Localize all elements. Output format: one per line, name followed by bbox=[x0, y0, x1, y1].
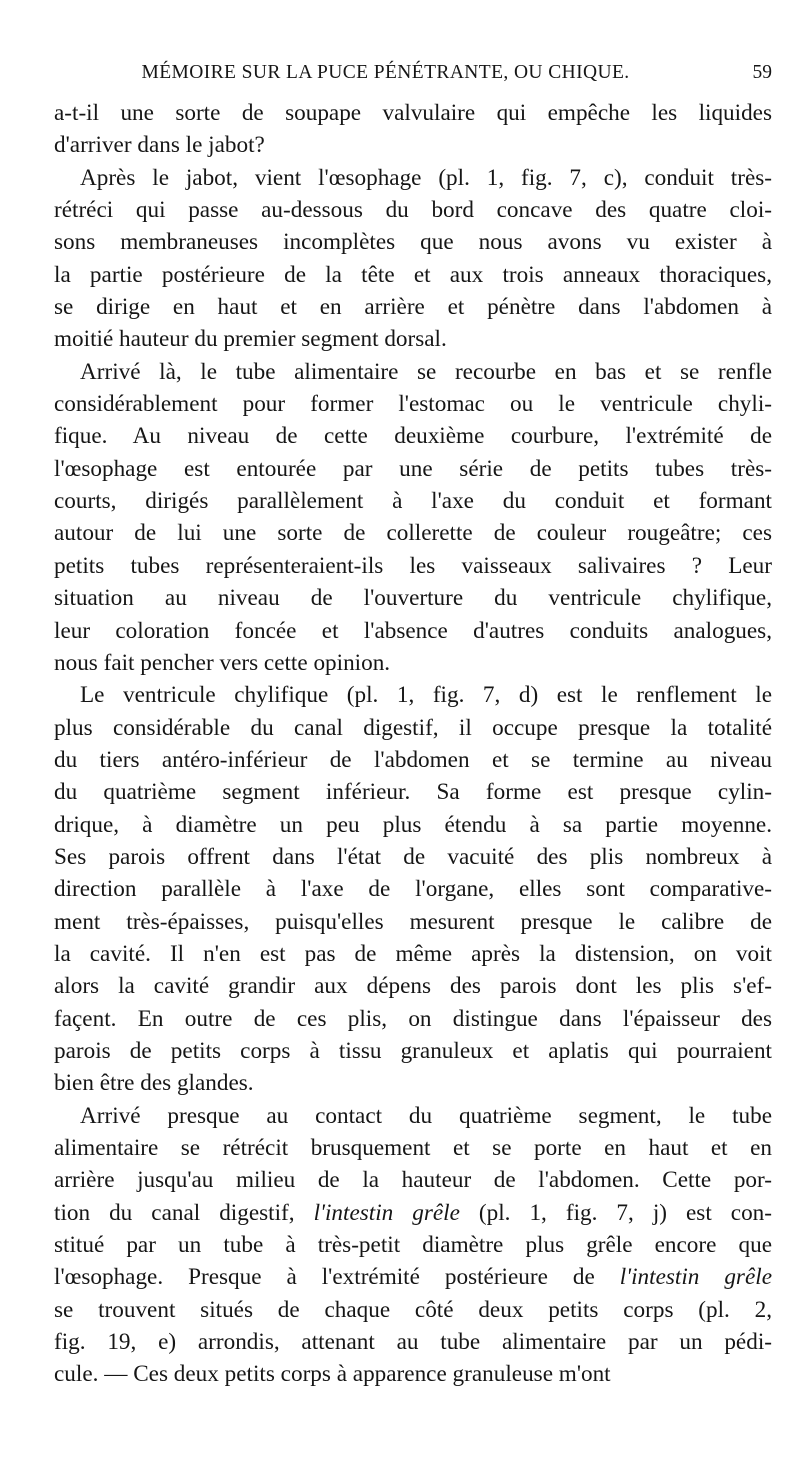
text-line: Arrivé là, le tube alimentaire se recourbe en bas et se renfle bbox=[80, 358, 772, 385]
text-line: drique, à diamètre un peu plus étendu à sa partie moyenne. bbox=[54, 811, 772, 838]
text-line: du quatrième segment inférieur. Sa forme est presque cylin- bbox=[54, 779, 772, 806]
text-line: nous fait pencher vers cette opinion. bbox=[54, 649, 391, 676]
text-line: Arrivé presque au contact du quatrième segment, le tube bbox=[80, 1102, 772, 1129]
text-line: parois de petits corps à tissu granuleux et aplatis qui pourraient bbox=[54, 1037, 772, 1064]
text-line: bien être des glandes. bbox=[54, 1070, 254, 1097]
paragraph bbox=[54, 97, 772, 162]
text-line: ment très-épaisses, puisqu'elles mesurent presque le calibre de bbox=[54, 908, 772, 935]
text-line: fig. 19, e) arrondis, attenant au tube alimentaire par un pédi- bbox=[54, 1329, 772, 1356]
text-line: l'œsophage. Presque à l'extrémité postérieure de l'intestin grêle bbox=[54, 1264, 772, 1291]
paragraph bbox=[54, 162, 772, 356]
text-line: se trouvent situés de chaque côté deux petits corps (pl. 2, bbox=[54, 1296, 772, 1323]
running-header bbox=[54, 58, 772, 88]
text-line: Ses parois offrent dans l'état de vacuité des plis nombreux à bbox=[54, 843, 772, 870]
text-line: du tiers antéro-inférieur de l'abdomen et se termine au niveau bbox=[54, 746, 772, 773]
text-line: tion du canal digestif, l'intestin grêle (pl. 1, fig. 7, j) est con- bbox=[54, 1199, 772, 1226]
running-title: MÉMOIRE SUR LA PUCE PÉNÉTRANTE, OU CHIQUE. bbox=[141, 62, 630, 83]
text-line: Le ventricule chylifique (pl. 1, fig. 7, d) est le renflement le bbox=[80, 682, 772, 709]
text-line: courts, dirigés parallèlement à l'axe du conduit et formant bbox=[54, 488, 772, 515]
text-line: Après le jabot, vient l'œsophage (pl. 1, fig. 7, c), conduit très- bbox=[80, 164, 772, 191]
text-line: rétréci qui passe au-dessous du bord concave des quatre cloi- bbox=[54, 197, 772, 224]
text-line: stitué par un tube à très-petit diamètre plus grêle encore que bbox=[54, 1232, 772, 1259]
text-line: l'œsophage est entourée par une série de petits tubes très- bbox=[54, 455, 772, 482]
text-line: a-t-il une sorte de soupape valvulaire qui empêche les liquides bbox=[54, 100, 772, 126]
text-line: cule. — Ces deux petits corps à apparence granuleuse m'ont bbox=[54, 1361, 611, 1388]
text-line: situation au niveau de l'ouverture du ventricule chylifique, bbox=[54, 585, 772, 612]
text-line: d'arriver dans le jabot? bbox=[54, 132, 265, 159]
text-line: direction parallèle à l'axe de l'organe, elles sont comparative- bbox=[54, 876, 772, 903]
text-line: autour de lui une sorte de collerette de couleur rougeâtre; ces bbox=[54, 520, 772, 547]
text-line: sons membraneuses incomplètes que nous avons vu exister à bbox=[54, 229, 772, 256]
body-text bbox=[54, 97, 772, 1391]
text-line: se dirige en haut et en arrière et pénètre dans l'abdomen à bbox=[54, 294, 772, 321]
paragraph bbox=[54, 356, 772, 679]
text-line: petits tubes représenteraient-ils les vaisseaux salivaires ? Leur bbox=[54, 552, 772, 579]
text-line: la partie postérieure de la tête et aux trois anneaux thoraciques, bbox=[54, 261, 772, 288]
text-line: arrière jusqu'au milieu de la hauteur de l'abdomen. Cette por- bbox=[54, 1167, 772, 1194]
text-line: moitié hauteur du premier segment dorsal. bbox=[54, 326, 447, 353]
paragraph bbox=[54, 1100, 772, 1391]
text-line: considérablement pour former l'estomac ou le ventricule chyli- bbox=[54, 391, 772, 418]
page-number: 59 bbox=[752, 62, 772, 83]
text-line: leur coloration foncée et l'absence d'autres conduits analogues, bbox=[54, 617, 772, 644]
text-line: fique. Au niveau de cette deuxième courbure, l'extrémité de bbox=[54, 423, 772, 450]
text-line: alors la cavité grandir aux dépens des parois dont les plis s'ef- bbox=[54, 973, 772, 1000]
paragraph bbox=[54, 679, 772, 1099]
text-line: la cavité. Il n'en est pas de même après la distension, on voit bbox=[54, 940, 772, 967]
text-line: plus considérable du canal digestif, il occupe presque la totalité bbox=[54, 714, 772, 741]
text-line: alimentaire se rétrécit brusquement et se porte en haut et en bbox=[54, 1135, 772, 1161]
text-line: façent. En outre de ces plis, on distingue dans l'épaisseur des bbox=[54, 1005, 772, 1032]
